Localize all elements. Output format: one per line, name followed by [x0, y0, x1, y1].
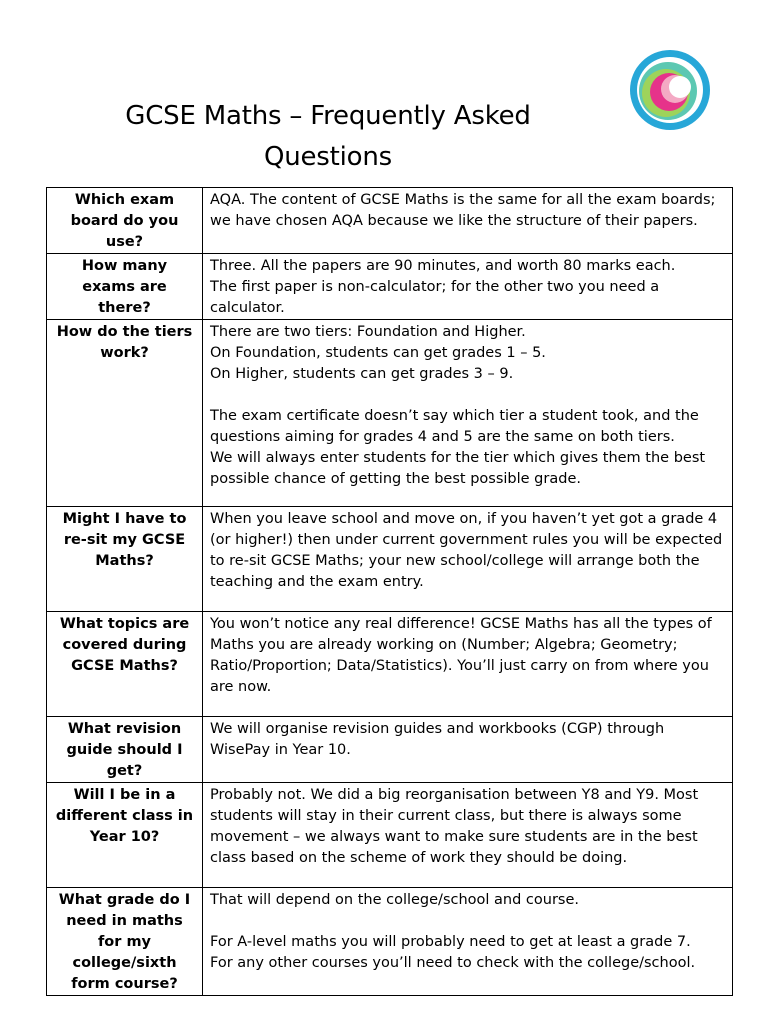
faq-question: Which exam board do you use?	[47, 188, 203, 254]
faq-row	[47, 717, 733, 783]
faq-answer	[203, 717, 733, 783]
faq-question: What revision guide should I get?	[47, 717, 203, 783]
faq-answer	[203, 254, 733, 320]
faq-row	[47, 320, 733, 507]
page-title: GCSE Maths – Frequently Asked Questions	[125, 101, 531, 172]
faq-question: What grade do I need in maths for my college/sixth form course?	[47, 888, 203, 996]
answer-paragraph: Three. All the papers are 90 minutes, and worth 80 marks each. The first paper is non-calculator; for the other two you need a calculator.	[210, 258, 676, 316]
faq-question: Might I have to re-sit my GCSE Maths?	[47, 507, 203, 612]
answer-paragraph: When you leave school and move on, if you haven’t yet got a grade 4 (or higher!) then under current government rules you will be expected to re-sit GCSE Maths; your new school/college will arrange both the teaching and the exam entry.	[210, 511, 723, 590]
answer-paragraph: We will organise revision guides and workbooks (CGP) through WisePay in Year 10.	[210, 721, 665, 758]
faq-question: How do the tiers work?	[47, 320, 203, 507]
faq-question: Will I be in a different class in Year 10?	[47, 783, 203, 888]
faq-answer	[203, 783, 733, 888]
faq-question: How many exams are there?	[47, 254, 203, 320]
school-crescent-logo	[628, 50, 712, 130]
logo-white-core	[669, 76, 691, 98]
faq-answer	[203, 612, 733, 717]
answer-paragraph: For A-level maths you will probably need to get at least a grade 7. For any other courses you’ll need to check with the college/school.	[210, 934, 696, 971]
faq-row	[47, 612, 733, 717]
faq-table	[46, 187, 733, 996]
faq-row	[47, 783, 733, 888]
faq-row	[47, 888, 733, 996]
faq-row	[47, 507, 733, 612]
faq-row	[47, 254, 733, 320]
faq-answer	[203, 888, 733, 996]
faq-question: What topics are covered during GCSE Maths?	[47, 612, 203, 717]
answer-paragraph: There are two tiers: Foundation and Higher. On Foundation, students can get grades 1 – 5. On Higher, students can get grades 3 – 9.	[210, 324, 546, 382]
answer-paragraph: You won’t notice any real difference! GCSE Maths has all the types of Maths you are already working on (Number; Algebra; Geometry; Ratio/Proportion; Data/Statistics). You’ll just carry on from where you are now.	[210, 616, 712, 695]
answer-paragraph: AQA. The content of GCSE Maths is the same for all the exam boards; we have chosen AQA because we like the structure of their papers.	[210, 192, 716, 229]
faq-answer	[203, 507, 733, 612]
answer-paragraph: That will depend on the college/school and course.	[210, 892, 580, 908]
faq-answer	[203, 188, 733, 254]
faq-answer	[203, 320, 733, 507]
faq-row	[47, 188, 733, 254]
answer-paragraph: Probably not. We did a big reorganisation between Y8 and Y9. Most students will stay in their current class, but there is always some movement – we always want to make sure students are in the best class based on the scheme of work they should be doing.	[210, 787, 699, 866]
answer-paragraph: The exam certificate doesn’t say which tier a student took, and the questions aiming for grades 4 and 5 are the same on both tiers. We will always enter students for the tier which gives them the best possible chance of getting the best possible grade.	[210, 408, 706, 487]
